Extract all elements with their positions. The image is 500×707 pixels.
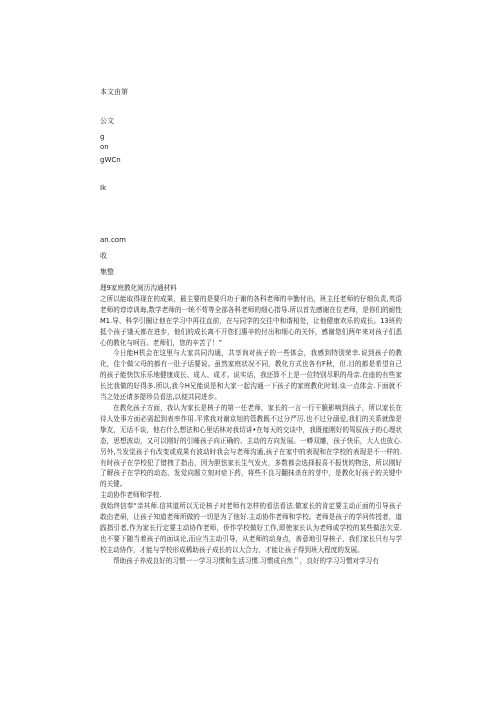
paragraph-intro: 今日能H机会在这里与大家共同沟通，共享询对孩子的一些体会，我感到特别荣幸.说到孩子的教化，佳个做父母的都有一肚子话要说。虽然家庭状况不同，教化方式也各有F秋，但.目的都是希望自己的孩子能快饮乐乐地健康成长、成人、成才。说实话，我还算不上是一位特别尽职的母亲.在座的有些家长比我做的好得多.所以,我今H兄能说是和大家一起沟通一下孩子的家庭教化时划.谈一点体会.下面就不当之处还请多提珍员看法,以便共同进步。 (100, 349, 402, 402)
header-line-2: 公文 (100, 117, 114, 125)
header-line-4: on (100, 143, 109, 151)
header-line-1: 本文由第 (100, 88, 128, 96)
header-line-6: Ik (100, 184, 107, 192)
paragraph-cooperate: 我始终信奉“亲其师.信其道所以无论核子对老师有怎样的看法看法.做家长的肯定要主动正面的引导孩子敢由老研，让孩子知道老师所做的一切是为了他好.主动协作老师和学校。老师是孩子的学问传授者，道践指引者,作为家长行定要主动协作老师，侨作学校做好工作,即使家长认为老师或学校的某些做法欠妥.也不要下随当着孩子的面谈论,而应当主动引导，从老师的动身点，善意地引导核子，我们家长只有与学校主动协作，才能与学校形成稀助孩子成长的以大合力，才能让孩子得到班大程度的发展。 (100, 502, 402, 554)
header-line-7: an.com (100, 236, 126, 244)
document-title: 理9家庭教化阅历沟通材料 (100, 284, 177, 292)
header-line-3: g (100, 133, 105, 141)
paragraph-habits: 帮助孩子养成良好的习惯一一学习习惯和生活习惯.习惯成自然＂，良好的学习习惯对学习有 (113, 556, 379, 565)
body-text (100, 283, 402, 567)
paragraph-thanks: 之所以能取得现在的成果，最主要的是要归功于谢的各科老师的辛勤付出，班主任老师的仔细负责,英语老师的谆谆训诲,数学老师的一统不苟等全部各科老师的细心指导.所以首先感谢在位老师，是你们的耐性M1.导、科学引圈让他在学习中再往直前，在与同学的交往中和谐相处，让他健康欢乐的成长。13班的抵个孩子饿天都在进步，他们的成长离不开您们惠辛的付出和细心的关怀，感谢您们两年来对孩子们悉心的教化与呵百。老师们，您的辛苦了！” (100, 294, 402, 347)
section-heading-cooperate: 主动协作老师和学校. (100, 491, 162, 500)
header-line-9: 集整 (100, 268, 114, 276)
header-line-8: 收 (100, 252, 107, 260)
header-line-5: gWCn (100, 156, 121, 164)
paragraph-parent-role: 在教化孩子方面，我认为家长是核子的第一任老师，家长的一言一行干脆影响到孩子，所以家长在待人处事方面必需起到表率作用.平常我对谢京旭的管教既不过分严厉.也不过分溺爱,我们的关系就像是挚友，无话不谈，他右什么想法和心里话林对我切讲•在每天的交谈中，我既能刚好的驾驭孩子的心理状态，思想波动，又可以刚好的引睡孩子向正确的、主动的方向发展。一蟒双雕，孩子快乐，大人也放心.另外,当发觉孩子有改变或成果有波动时我会与老师沟通,孩子在家中的表现和在学校的表现是不一样的.有时孩子在学校犯了错拽了指击，因为胆怯家长生气发火，多数都会选择报喜不报忧的物法，所以刚好了解孩子在学校的动态，发觉向题立刻对症下药，将些不良习翻抹杀在的芽中，是教化好孩子的关键中的关键。 (100, 403, 402, 489)
